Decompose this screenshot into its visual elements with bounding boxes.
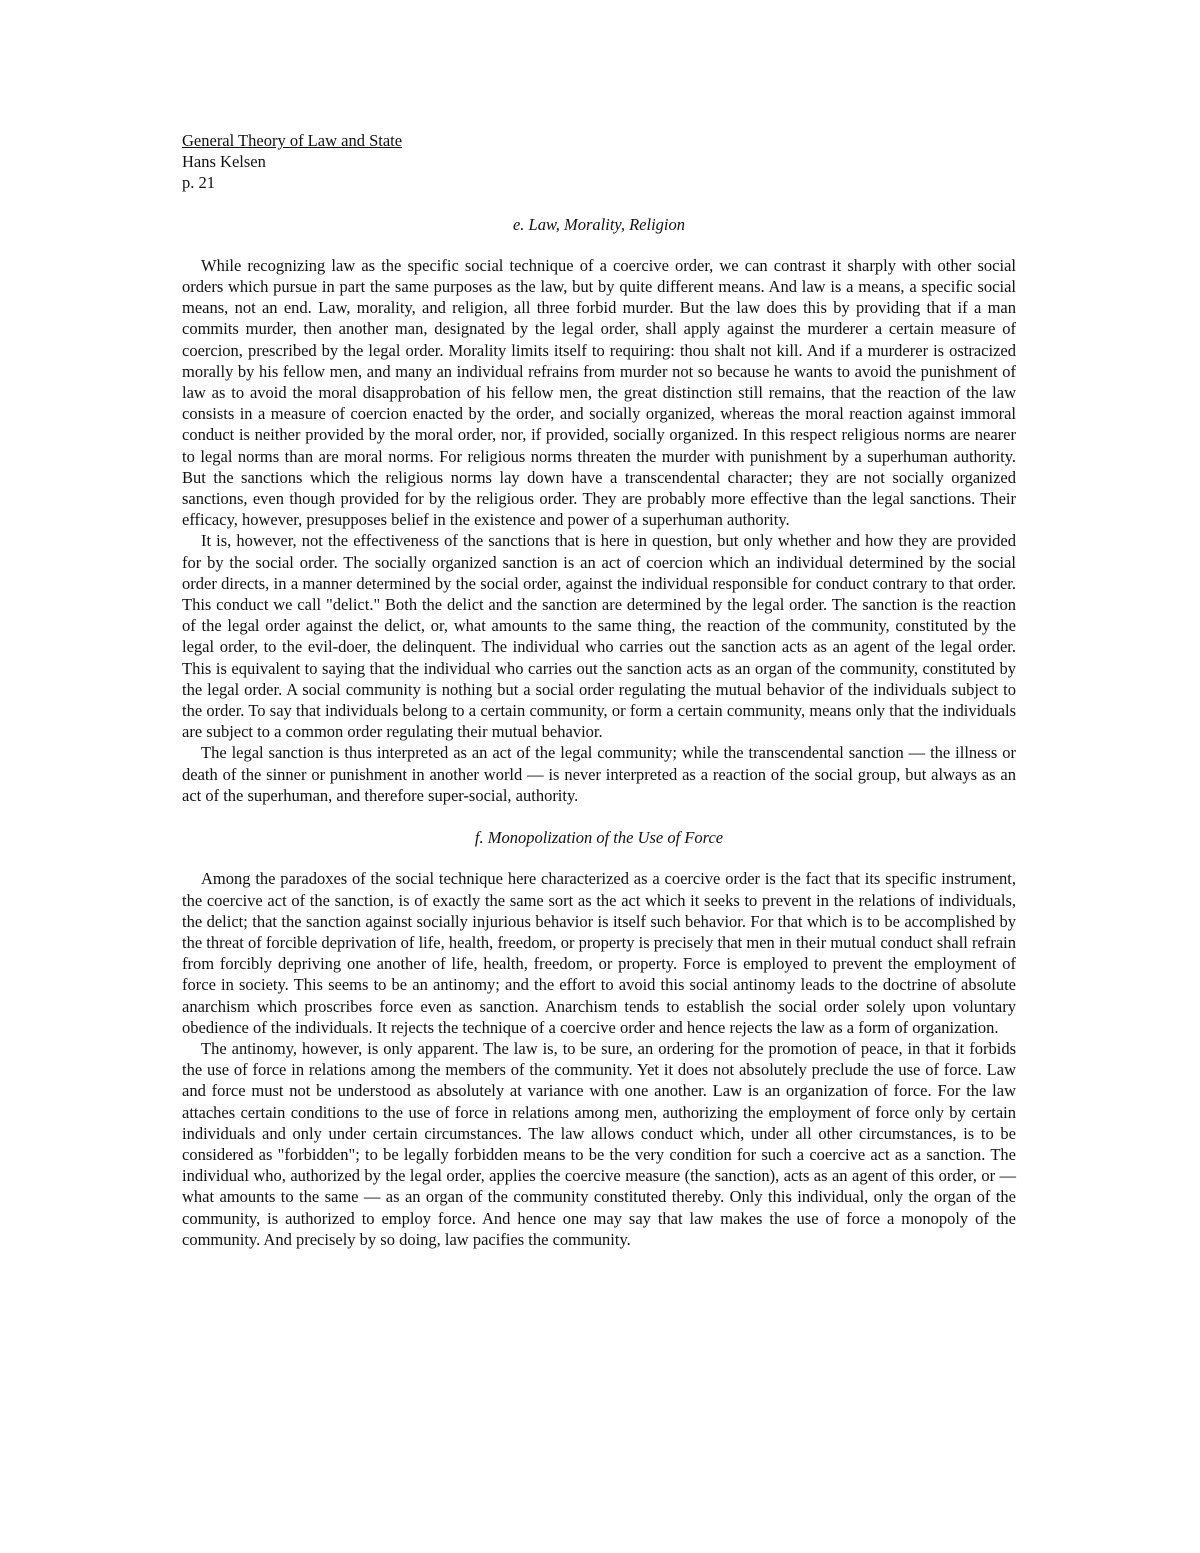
paragraph: The legal sanction is thus interpreted as an act of the legal community; while the transcendental sanction — the illness or death of the sinner or punishment in another world — is never interpreted as a reaction of the social group, but always as an act of the superhuman, and therefore super-social, authority.	[182, 743, 1016, 805]
paragraph: It is, however, not the effectiveness of the sanctions that is here in question, but only whether and how they are provided for by the social order. The socially organized sanction is an act of coercion which an individual determined by the social order directs, in a manner determined by the social order, against the individual responsible for conduct contrary to that order. This conduct we call "delict." Both the delict and the sanction are determined by the legal order. The sanction is the reaction of the legal order against the delict, or, what amounts to the same thing, the reaction of the community, constituted by the legal order, to the evil-doer, the delinquent. The individual who carries out the sanction acts as an agent of the legal order. This is equivalent to saying that the individual who carries out the sanction acts as an organ of the community, constituted by the legal order. A social community is nothing but a social order regulating the mutual behavior of the individuals subject to the order. To say that individuals belong to a certain community, or form a certain community, means only that the individuals are subject to a common order regulating their mutual behavior.	[182, 531, 1016, 742]
header-block	[182, 130, 1016, 151]
document-page	[182, 130, 1016, 1250]
paragraph: Among the paradoxes of the social technique here characterized as a coercive order is the fact that its specific instrument, the coercive act of the sanction, is of exactly the same sort as the act which it seeks to prevent in the relations of individuals, the delict; that the sanction against socially injurious behavior is itself such behavior. For that which is to be accomplished by the threat of forcible deprivation of life, health, freedom, or property is precisely that men in their mutual conduct shall refrain from forcibly depriving one another of life, health, freedom, or property. Force is employed to prevent the employment of force in society. This seems to be an antinomy; and the effort to avoid this social antinomy leads to the doctrine of absolute anarchism which proscribes force even as sanction. Anarchism tends to establish the social order solely upon voluntary obedience of the individuals. It rejects the technique of a coercive order and hence rejects the law as a form of organization.	[182, 869, 1016, 1037]
book-title: General Theory of Law and State	[182, 131, 403, 150]
paragraph: The antinomy, however, is only apparent. The law is, to be sure, an ordering for the promotion of peace, in that it forbids the use of force in relations among the members of the community. Yet it does not absolutely preclude the use of force. Law and force must not be understood as absolutely at variance with one another. Law is an organization of force. For the law attaches certain conditions to the use of force in relations among men, authorizing the employment of force only by certain individuals and only under certain circumstances. The law allows conduct which, under all other circumstances, is to be considered as "forbidden"; to be legally forbidden means to be the very condition for such a coercive act as a sanction. The individual who, authorized by the legal order, applies the coercive measure (the sanction), acts as an agent of this order, or — what amounts to the same — as an organ of the community constituted thereby. Only this individual, only the organ of the community, is authorized to employ force. And hence one may say that law makes the use of force a monopoly of the community. And precisely by so doing, law pacifies the community.	[182, 1038, 1016, 1249]
author-name: Hans Kelsen	[182, 152, 266, 172]
section-heading-f: f. Monopolization of the Use of Force	[474, 828, 724, 848]
paragraph: While recognizing law as the specific social technique of a coercive order, we can contrast it sharply with other social orders which pursue in part the same purposes as the law, but by quite different means. And law is a means, a specific social means, not an end. Law, morality, and religion, all three forbid murder. But the law does this by providing that if a man commits murder, then another man, designated by the legal order, shall apply against the murderer a certain measure of coercion, prescribed by the legal order. Morality limits itself to requiring: thou shalt not kill. And if a murderer is ostracized morally by his fellow men, and many an individual refrains from murder not so because he wants to avoid the punishment of law as to avoid the moral disapprobation of his fellow men, the great distinction still remains, that the reaction of the law consists in a measure of coercion enacted by the order, and socially organized, whereas the moral reaction against immoral conduct is neither provided by the moral order, nor, if provided, socially organized. In this respect religious norms are nearer to legal norms than are moral norms. For religious norms threaten the murder with punishment by a superhuman authority. But the sanctions which the religious norms lay down have a transcendental character; they are not socially organized sanctions, even though provided for by the religious order. They are probably more effective than the legal sanctions. Their efficacy, however, presupposes belief in the existence and power of a superhuman authority.	[182, 255, 1016, 530]
page-reference: p. 21	[182, 173, 215, 193]
section-heading-e: e. Law, Morality, Religion	[512, 214, 686, 234]
